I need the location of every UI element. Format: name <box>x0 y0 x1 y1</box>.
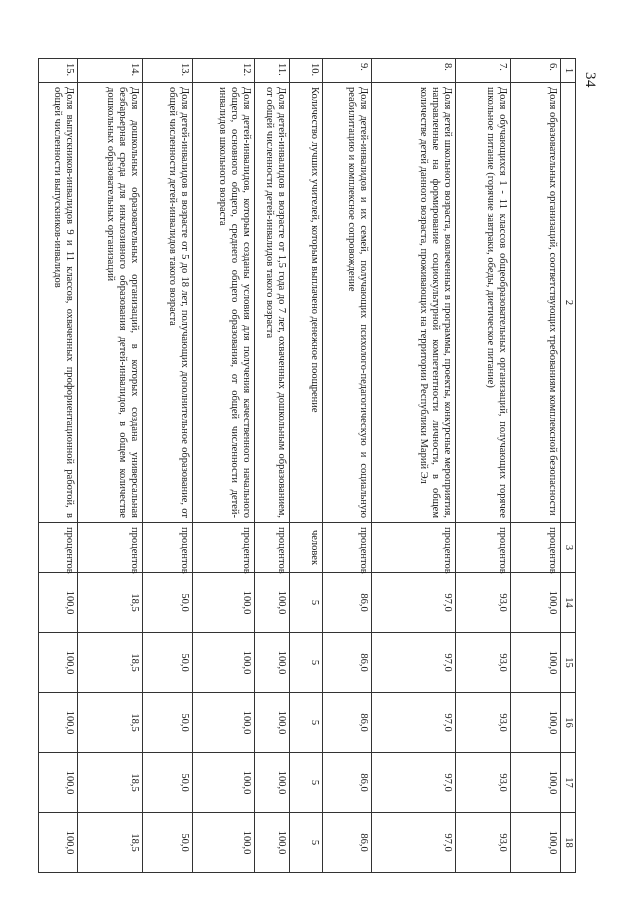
value-cell: 100,0 <box>255 633 290 693</box>
value-cell: 100,0 <box>511 813 561 873</box>
value-cell: 93,0 <box>456 693 511 753</box>
header-cell: 17 <box>561 753 576 813</box>
header-cell: 18 <box>561 813 576 873</box>
value-cell: 5 <box>290 753 323 813</box>
table-row <box>39 59 78 873</box>
value-cell: 100,0 <box>39 573 78 633</box>
unit-cell: процентов <box>143 523 193 573</box>
unit-cell: процентов <box>456 523 511 573</box>
rotated-table-container <box>52 58 576 872</box>
value-cell: 100,0 <box>39 633 78 693</box>
table-row <box>511 59 561 873</box>
value-cell: 100,0 <box>193 753 255 813</box>
value-cell: 93,0 <box>456 753 511 813</box>
value-cell: 100,0 <box>511 693 561 753</box>
value-cell: 86,0 <box>323 813 372 873</box>
row-number: 13. <box>143 59 193 83</box>
value-cell: 93,0 <box>456 633 511 693</box>
value-cell: 100,0 <box>511 753 561 813</box>
unit-cell: процентов <box>323 523 372 573</box>
value-cell: 97,0 <box>372 813 456 873</box>
value-cell: 100,0 <box>255 753 290 813</box>
value-cell: 100,0 <box>193 573 255 633</box>
value-cell: 50,0 <box>143 633 193 693</box>
value-cell: 97,0 <box>372 753 456 813</box>
value-cell: 100,0 <box>193 693 255 753</box>
table-row <box>323 59 372 873</box>
value-cell: 5 <box>290 573 323 633</box>
value-cell: 97,0 <box>372 573 456 633</box>
indicator-description: Доля детей-инвалидов, которым созданы условия для получения качественного начального общего, основного общего, среднего общего образования, от общей численности детей-инвалидов школьного возраста <box>193 83 255 523</box>
value-cell: 97,0 <box>372 633 456 693</box>
row-number: 12. <box>193 59 255 83</box>
value-cell: 5 <box>290 813 323 873</box>
header-cell: 14 <box>561 573 576 633</box>
row-number: 7. <box>456 59 511 83</box>
unit-cell: процентов <box>39 523 78 573</box>
value-cell: 97,0 <box>372 693 456 753</box>
value-cell: 86,0 <box>323 633 372 693</box>
value-cell: 86,0 <box>323 693 372 753</box>
value-cell: 93,0 <box>456 813 511 873</box>
row-number: 9. <box>323 59 372 83</box>
row-number: 11. <box>255 59 290 83</box>
indicator-description: Доля обучающихся 1 - 11 классов общеобразовательных организаций, получающих горячее школьное питание (горячие завтраки, обеды, диетическое питание) <box>456 83 511 523</box>
unit-cell: человек <box>290 523 323 573</box>
value-cell: 5 <box>290 633 323 693</box>
header-cell: 1 <box>561 59 576 83</box>
value-cell: 5 <box>290 693 323 753</box>
value-cell: 86,0 <box>323 573 372 633</box>
value-cell: 100,0 <box>511 573 561 633</box>
value-cell: 100,0 <box>193 813 255 873</box>
value-cell: 18,5 <box>78 573 143 633</box>
value-cell: 100,0 <box>255 573 290 633</box>
page-number: 34 <box>582 72 598 88</box>
indicator-description: Доля дошкольных образовательных организаций, в которых создана универсальная безбарьерная среда для инклюзивного образования детей-инвалидов, в общем количестве дошкольных образовательных организаций <box>78 83 143 523</box>
indicator-description: Доля выпускников-инвалидов 9 и 11 классов, охваченных профориентационной работой, в общей численности выпускников-инвалидов <box>39 83 78 523</box>
value-cell: 18,5 <box>78 813 143 873</box>
value-cell: 18,5 <box>78 753 143 813</box>
unit-cell: процентов <box>255 523 290 573</box>
value-cell: 100,0 <box>193 633 255 693</box>
value-cell: 50,0 <box>143 573 193 633</box>
indicator-description: Доля детей-инвалидов и их семей, получающих психолого-педагогическую и социальную реабилитацию и комплексное сопровождение <box>323 83 372 523</box>
row-number: 14. <box>78 59 143 83</box>
row-number: 8. <box>372 59 456 83</box>
indicator-description: Количество лучших учителей, которым выплачено денежное поощрение <box>290 83 323 523</box>
table-row <box>143 59 193 873</box>
table-row <box>255 59 290 873</box>
header-cell: 16 <box>561 693 576 753</box>
header-cell: 15 <box>561 633 576 693</box>
unit-cell: процентов <box>78 523 143 573</box>
value-cell: 100,0 <box>255 813 290 873</box>
unit-cell: процентов <box>372 523 456 573</box>
value-cell: 100,0 <box>511 633 561 693</box>
unit-cell: процентов <box>193 523 255 573</box>
table-row <box>456 59 511 873</box>
value-cell: 86,0 <box>323 753 372 813</box>
indicator-description: Доля детей-инвалидов в возрасте от 5 до 18 лет, получающих дополнительное образование, от общей численности детей-инвалидов такого возраста <box>143 83 193 523</box>
row-number: 6. <box>511 59 561 83</box>
value-cell: 100,0 <box>39 813 78 873</box>
value-cell: 50,0 <box>143 693 193 753</box>
indicator-description: Доля детей-инвалидов в возрасте от 1,5 года до 7 лет, охваченных дошкольным образованием, от общей численности детей-инвалидов такого возраста <box>255 83 290 523</box>
value-cell: 50,0 <box>143 813 193 873</box>
table-header-row <box>561 59 576 873</box>
table-row <box>78 59 143 873</box>
value-cell: 50,0 <box>143 753 193 813</box>
row-number: 10. <box>290 59 323 83</box>
value-cell: 100,0 <box>39 693 78 753</box>
unit-cell: процентов <box>511 523 561 573</box>
indicator-description: Доля образовательных организаций, соответствующих требованиям комплексной безопасности <box>511 83 561 523</box>
table-row <box>290 59 323 873</box>
table-row <box>372 59 456 873</box>
header-cell: 3 <box>561 523 576 573</box>
value-cell: 93,0 <box>456 573 511 633</box>
indicators-table <box>38 58 576 873</box>
value-cell: 100,0 <box>255 693 290 753</box>
value-cell: 100,0 <box>39 753 78 813</box>
value-cell: 18,5 <box>78 693 143 753</box>
header-cell: 2 <box>561 83 576 523</box>
row-number: 15. <box>39 59 78 83</box>
indicator-description: Доля детей школьного возраста, вовлеченных в программы, проекты, конкурсные мероприятия, направленные на формирование социокультурной компетентности личности, в общем количестве детей данного возраста, проживающих на территории Республики Марий Эл <box>372 83 456 523</box>
value-cell: 18,5 <box>78 633 143 693</box>
table-row <box>193 59 255 873</box>
